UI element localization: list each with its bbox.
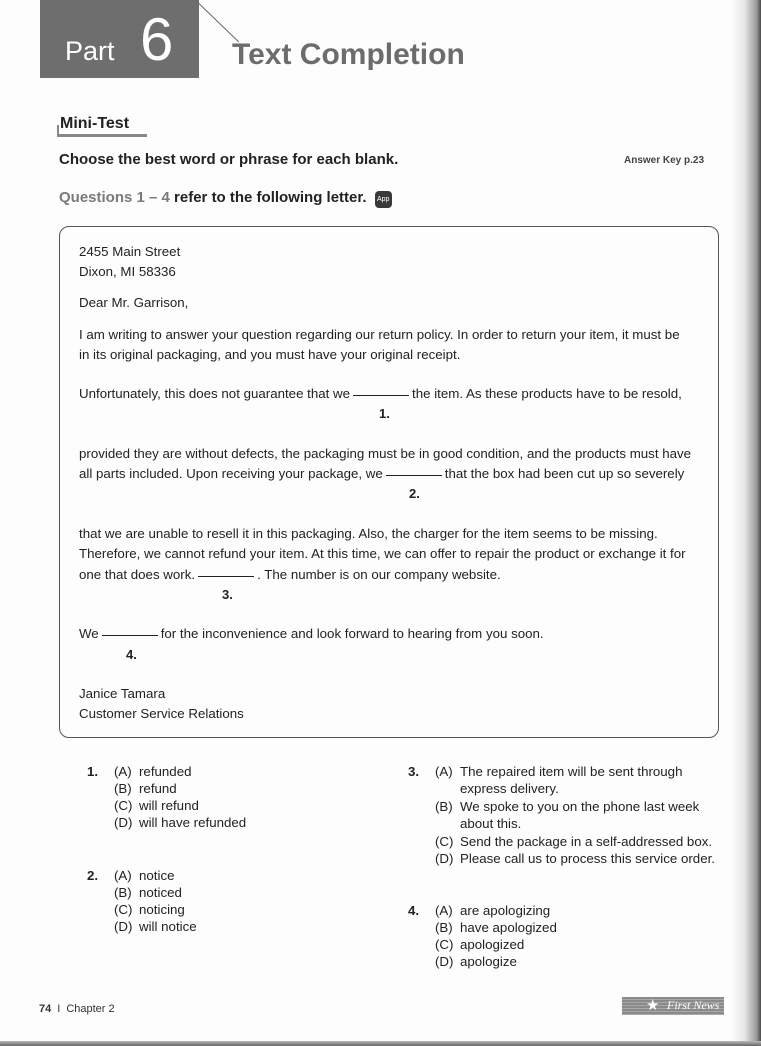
option-letter: (C) bbox=[435, 834, 454, 849]
option-letter: (D) bbox=[114, 919, 133, 934]
option-c[interactable] bbox=[435, 937, 524, 952]
option-letter: (D) bbox=[435, 954, 454, 969]
option-text: express delivery. bbox=[460, 781, 559, 796]
option-letter: (C) bbox=[114, 902, 133, 917]
letter-address-line2: Dixon, MI 58336 bbox=[79, 264, 176, 279]
option-c[interactable] bbox=[114, 902, 185, 917]
page-footer bbox=[39, 1003, 115, 1015]
star-icon: ★ bbox=[646, 997, 660, 1014]
letter-para4-line3 bbox=[79, 567, 501, 582]
para2-before: Unfortunately, this does not guarantee that we bbox=[79, 386, 351, 401]
option-text: noticing bbox=[139, 902, 185, 917]
part-badge bbox=[40, 0, 199, 78]
para3-after: that the box had been cut up so severely bbox=[444, 466, 685, 481]
question-number: 3. bbox=[408, 764, 420, 779]
heading-underline bbox=[57, 134, 147, 137]
option-text: apologize bbox=[460, 954, 517, 969]
blank-4-number: 4. bbox=[126, 647, 137, 662]
letter-para5 bbox=[79, 626, 544, 641]
option-letter: (A) bbox=[435, 764, 453, 779]
option-b[interactable] bbox=[435, 799, 699, 814]
option-letter: (D) bbox=[435, 851, 454, 866]
book-spine-shadow bbox=[731, 0, 761, 1046]
section-title: Text Completion bbox=[232, 38, 465, 71]
para4-after: . The number is on our company website. bbox=[257, 567, 501, 582]
question-2 bbox=[87, 868, 367, 948]
option-letter: (D) bbox=[114, 815, 133, 830]
question-number: 2. bbox=[87, 868, 99, 883]
footer-separator: I bbox=[57, 1003, 61, 1015]
option-text: will have refunded bbox=[139, 815, 247, 830]
letter-para4-line1: that we are unable to resell it in this packaging. Also, the charger for the item seems to be missing. bbox=[79, 526, 658, 541]
questions-ref-text: refer to the following letter. bbox=[169, 189, 367, 206]
para5-before: We bbox=[79, 626, 99, 641]
app-icon[interactable]: App bbox=[375, 191, 392, 208]
publisher-logo bbox=[622, 997, 724, 1015]
option-letter: (C) bbox=[114, 798, 133, 813]
page-number: 74 bbox=[39, 1003, 52, 1015]
option-c[interactable] bbox=[435, 834, 712, 849]
option-text: refund bbox=[139, 781, 177, 796]
minitest-heading: Mini-Test bbox=[60, 115, 130, 132]
option-c[interactable] bbox=[114, 798, 199, 813]
option-letter: (A) bbox=[435, 903, 453, 918]
instruction-text: Choose the best word or phrase for each blank. bbox=[59, 151, 399, 168]
question-3 bbox=[408, 764, 718, 874]
option-text: Send the package in a self-addressed box. bbox=[460, 834, 713, 849]
letter-salutation: Dear Mr. Garrison, bbox=[79, 295, 189, 310]
page-bottom-edge bbox=[0, 1041, 761, 1046]
option-text: notice bbox=[139, 868, 175, 883]
option-a[interactable] bbox=[435, 903, 550, 918]
blank-2-number: 2. bbox=[409, 486, 420, 501]
part-number: 6 bbox=[140, 6, 174, 73]
option-text: are apologizing bbox=[460, 903, 551, 918]
option-a[interactable] bbox=[435, 764, 682, 779]
option-text: apologized bbox=[460, 937, 525, 952]
letter-address-line1: 2455 Main Street bbox=[79, 244, 181, 259]
publisher-name: First News bbox=[667, 998, 720, 1012]
chapter-label: Chapter 2 bbox=[66, 1003, 115, 1015]
option-text: will notice bbox=[139, 919, 197, 934]
option-a[interactable] bbox=[114, 868, 174, 883]
option-letter: (B) bbox=[114, 781, 132, 796]
option-letter: (C) bbox=[435, 937, 454, 952]
part-label: Part bbox=[65, 36, 115, 66]
blank-1 bbox=[353, 395, 409, 396]
signature-name: Janice Tamara bbox=[79, 686, 166, 701]
letter-para4-line2: Therefore, we cannot refund your item. At this time, we can offer to repair the product or exchange it for bbox=[79, 546, 686, 561]
option-a-cont bbox=[435, 781, 559, 796]
option-d[interactable] bbox=[435, 954, 517, 969]
option-letter: (B) bbox=[435, 799, 453, 814]
option-letter: (A) bbox=[114, 764, 132, 779]
option-d[interactable] bbox=[435, 851, 715, 866]
question-number: 1. bbox=[87, 764, 99, 779]
question-number: 4. bbox=[408, 903, 420, 918]
blank-4 bbox=[102, 635, 158, 636]
signature-title: Customer Service Relations bbox=[79, 706, 244, 721]
para3-before: all parts included. Upon receiving your package, we bbox=[79, 466, 383, 481]
option-letter: (A) bbox=[114, 868, 132, 883]
option-letter: (B) bbox=[114, 885, 132, 900]
option-d[interactable] bbox=[114, 815, 246, 830]
option-b[interactable] bbox=[114, 781, 177, 796]
letter-para1-line2: in its original packaging, and you must have your original receipt. bbox=[79, 347, 461, 362]
option-letter: (B) bbox=[435, 920, 453, 935]
answer-key-ref: Answer Key p.23 bbox=[624, 155, 705, 166]
blank-1-number: 1. bbox=[379, 406, 390, 421]
option-b-cont bbox=[435, 816, 521, 831]
option-a[interactable] bbox=[114, 764, 192, 779]
para5-after: for the inconvenience and look forward to hearing from you soon. bbox=[160, 626, 544, 641]
option-text: Please call us to process this service order. bbox=[460, 851, 715, 866]
option-text: The repaired item will be sent through bbox=[460, 764, 683, 779]
letter-para1-line1: I am writing to answer your question regarding our return policy. In order to return your item, it must be bbox=[79, 327, 680, 342]
option-b[interactable] bbox=[114, 885, 182, 900]
option-text: about this. bbox=[460, 816, 522, 831]
option-b[interactable] bbox=[435, 920, 557, 935]
blank-3 bbox=[198, 576, 254, 577]
option-text: refunded bbox=[139, 764, 192, 779]
header-divider-line bbox=[195, 0, 239, 42]
option-text: We spoke to you on the phone last week bbox=[460, 799, 700, 814]
option-d[interactable] bbox=[114, 919, 197, 934]
para2-after: the item. As these products have to be resold, bbox=[412, 386, 682, 401]
questions-range: Questions 1 – 4 bbox=[59, 189, 170, 206]
option-text: have apologized bbox=[460, 920, 557, 935]
letter-para3-line2 bbox=[79, 466, 684, 481]
option-text: will refund bbox=[139, 798, 199, 813]
blank-3-number: 3. bbox=[222, 587, 233, 602]
blank-2 bbox=[386, 475, 442, 476]
question-1 bbox=[87, 764, 367, 844]
letter-para3-line1: provided they are without defects, the packaging must be in good condition, and the products must have bbox=[79, 446, 692, 461]
para4-before: one that does work. bbox=[79, 567, 196, 582]
question-4 bbox=[408, 903, 718, 983]
option-text: noticed bbox=[139, 885, 182, 900]
letter-para2 bbox=[79, 386, 682, 401]
questions-reference bbox=[59, 189, 392, 208]
